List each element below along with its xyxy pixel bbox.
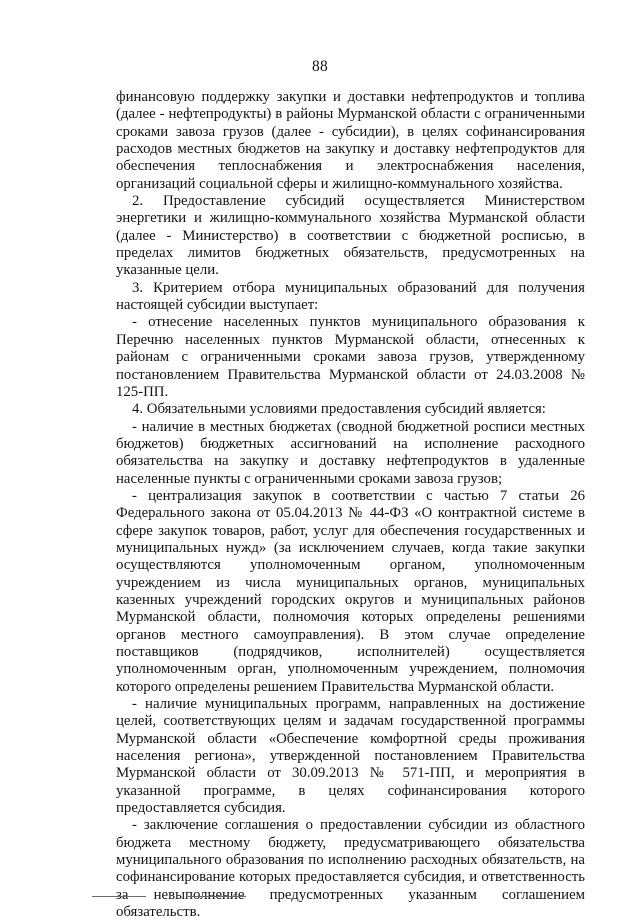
footer-divider-left [92, 896, 146, 897]
paragraph-2-provider: 2. Предоставление субсидий осуществляется Министерством энергетики и жилищно-коммунального хозяйства Мурманской области (далее - Министерство) в соответствии с бюджетной росписью, в пределах лимитов бюджетных обязательств, предусмотренных на указанные цели. [116, 193, 585, 279]
condition-item-subsidy-agreement: - заключение соглашения о предоставлении субсидии из областного бюджета местному бюджету, предусматривающего обязательства муниципального образования по исполнению расходных обязательств, на софинансирование которых предоставляется субсидия, и ответственность за невыполнение предусмотренных указанным соглашением обязательств. [116, 817, 585, 921]
footer-divider-right [188, 896, 246, 897]
criterion-item-list-inclusion: - отнесение населенных пунктов муниципального образования к Перечню населенных пунктов Мурманской области, отнесенных к районам с ограниченными сроками завоза грузов, утвержденному постановлением Правительства Мурманской области от 24.03.2008 № 125-ПП. [116, 314, 585, 400]
paragraph-3-criterion: 3. Критерием отбора муниципальных образований для получения настоящей субсидии выступает: [116, 279, 585, 314]
condition-item-centralized-procurement: - централизация закупок в соответствии с частью 7 статьи 26 Федерального закона от 05.04.2013 № 44-ФЗ «О контрактной системе в сфере закупок товаров, работ, услуг для обеспечения государственных и муниципальных нужд» (за исключением случаев, когда такие закупки осуществляются уполномоченным органом, уполномоченным учреждением из числа муниципальных органов, муниципальных казенных учреждений городских округов и муниципальных районов Мурманской области, полномочия которых определены решениями органов местного самоуправления). В этом случае определение поставщиков (подрядчиков, исполнителей) осуществляется уполномоченным орган, уполномоченным учреждением, полномочия которого определены решением Правительства Мурманской области. [116, 487, 585, 695]
page-number: 88 [312, 58, 328, 75]
paragraph-4-conditions: 4. Обязательными условиями предоставления субсидий является: [132, 401, 546, 418]
document-body [116, 89, 585, 922]
condition-item-budget-allocations: - наличие в местных бюджетах (сводной бюджетной росписи местных бюджетов) бюджетных ассигнований на исполнение расходного обязательства на закупку и доставку нефтепродуктов в удаленные населенные пункты с ограниченными сроками завоза грузов; [116, 418, 585, 487]
paragraph-intro: финансовую поддержку закупки и доставки нефтепродуктов и топлива (далее - нефтепродукты) в районы Мурманской области с ограниченными сроками завоза грузов (далее - субсидии), в целях софинансирования расходов местных бюджетов на закупку и доставку нефтепродуктов для обеспечения теплоснабжения и электроснабжения населения, организаций социальной сферы и жилищно-коммунального хозяйства. [116, 89, 585, 192]
condition-item-municipal-programs: - наличие муниципальных программ, направленных на достижение целей, соответствующих целям и задачам государственной программы Мурманской области «Обеспечение комфортной среды проживания населения региона», утвержденной постановлением Правительства Мурманской области от 30.09.2013 № 571-ПП, и мероприятия в указанной программе, в целях софинансирования которого предоставляется субсидия. [116, 696, 585, 817]
